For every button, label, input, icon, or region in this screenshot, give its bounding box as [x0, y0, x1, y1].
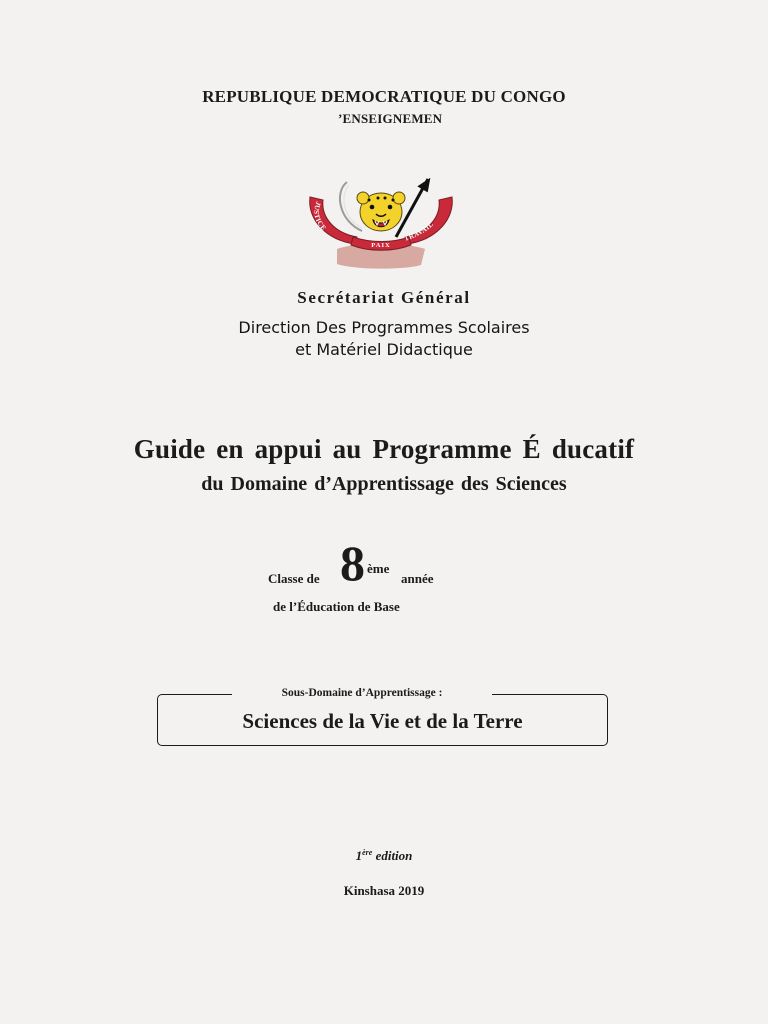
motto-left-text: JUSTICE: [312, 200, 328, 233]
edition-label: [0, 848, 768, 864]
ministry-name: ’ENSEIGNEMEN: [338, 111, 443, 126]
leopard-head-icon: [357, 192, 405, 231]
ivory-tusk-highlight: [344, 185, 362, 228]
publication-place-year: Kinshasa 2019: [343, 883, 425, 898]
class-suffix: année: [401, 571, 434, 586]
edition-word: edition: [375, 848, 413, 863]
class-number: 8: [340, 535, 365, 591]
direction-line-one: Direction Des Programmes Scolaires: [238, 318, 530, 337]
subdomain-title: Sciences de la Vie et de la Terre: [242, 709, 523, 733]
direction-line-two: et Matériel Didactique: [295, 340, 473, 359]
class-prefix: Classe de: [268, 571, 320, 586]
guide-title: Guide en appui au Programme É ducatif: [133, 434, 635, 464]
country-name: REPUBLIQUE DEMOCRATIQUE DU CONGO: [202, 87, 566, 106]
direction-block: [0, 317, 768, 361]
class-number-superscript: ème: [367, 561, 390, 576]
subdomain-label: Sous-Domaine d’Apprentissage :: [232, 684, 492, 702]
ivory-tusk-icon: [340, 182, 362, 231]
secretariat-name: Secrétariat Général: [297, 288, 471, 307]
edition-superscript: ère: [362, 848, 373, 857]
motto-right-text: TRAVAIL: [403, 220, 436, 243]
national-emblem-icon: [300, 172, 462, 272]
motto-center-text: PAIX: [371, 242, 391, 249]
spear-head-icon: [417, 174, 434, 192]
edition-number: 1: [355, 848, 363, 863]
guide-subtitle: du Domaine d’Apprentissage des Sciences: [201, 473, 567, 495]
education-level: de l’Éducation de Base: [273, 599, 400, 614]
